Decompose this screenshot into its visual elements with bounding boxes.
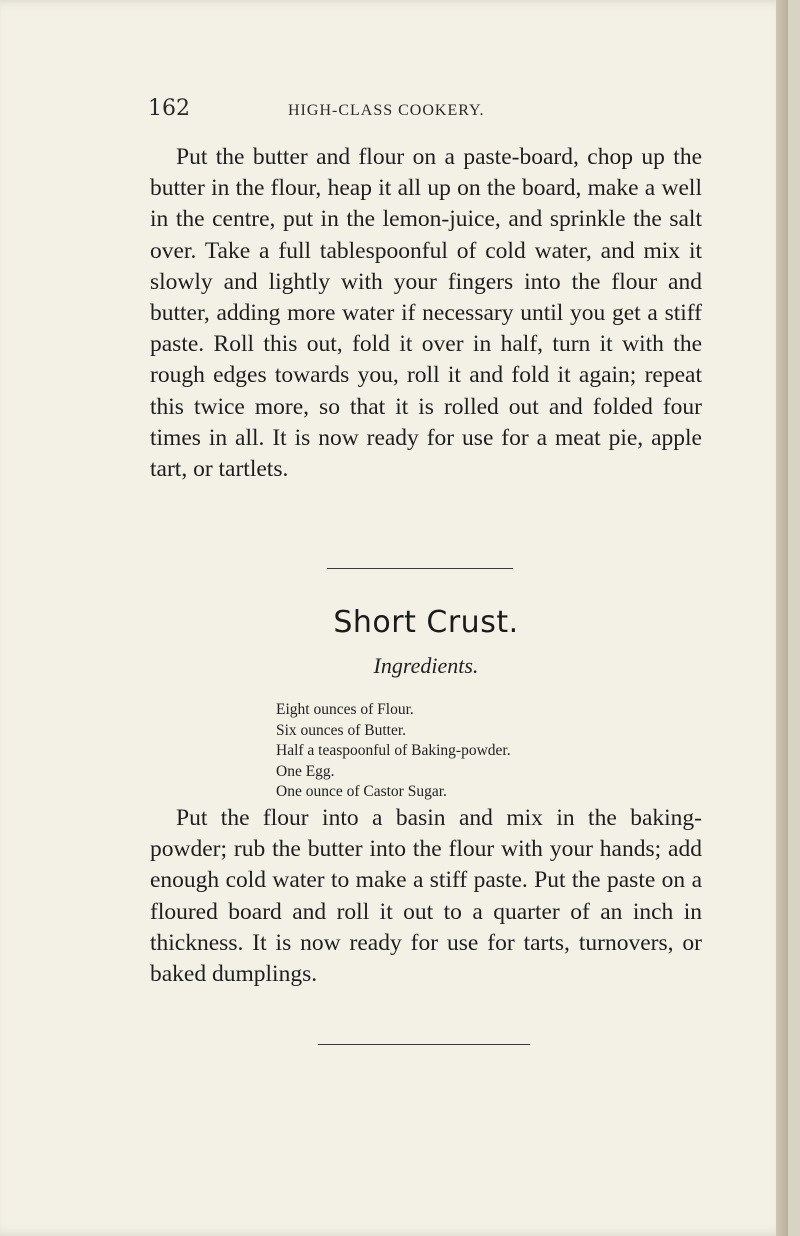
ingredient-item: Eight ounces of Flour. (276, 701, 414, 718)
running-head: HIGH-CLASS COOKERY. (288, 102, 485, 119)
section-title: Short Crust. (333, 605, 519, 640)
ingredient-item: Half a teaspoonful of Baking-powder. (276, 742, 511, 759)
page-number: 162 (148, 96, 190, 121)
body-paragraph: Put the flour into a basin and mix in the baking-powder; rub the butter into the flour with your hands; add enough cold water to make a stiff paste. Put the paste on a floured board and roll it out to a quarter of an inch in thickness. It is now ready for use for tarts, turnovers, or baked dumplings. (150, 805, 702, 988)
section-divider (327, 568, 513, 569)
page-edge (776, 0, 788, 1236)
ingredient-item: One Egg. (276, 762, 335, 780)
ingredients-heading: Ingredients. (373, 653, 479, 678)
ingredient-item: One ounce of Castor Sugar. (276, 783, 447, 800)
page-header (148, 96, 668, 132)
body-paragraph: Put the butter and flour on a paste-board, chop up the butter in the flour, heap it all up on the board, make a well in the centre, put in the lemon-juice, and sprinkle the salt over. Take a full tablespoonful of cold water, and mix it slowly and lightly with your fingers into the flour and butter, adding more water if necessary until you get a stiff paste. Roll this out, fold it over in half, turn it with the rough edges towards you, roll it and fold it again; repeat this twice more, so that it is rolled out and folded four times in all. It is now ready for use for a meat pie, apple tart, or tartlets. (150, 144, 702, 483)
ingredients-list (276, 700, 511, 803)
section-divider (318, 1044, 530, 1045)
ingredient-item: Six ounces of Butter. (276, 721, 407, 739)
